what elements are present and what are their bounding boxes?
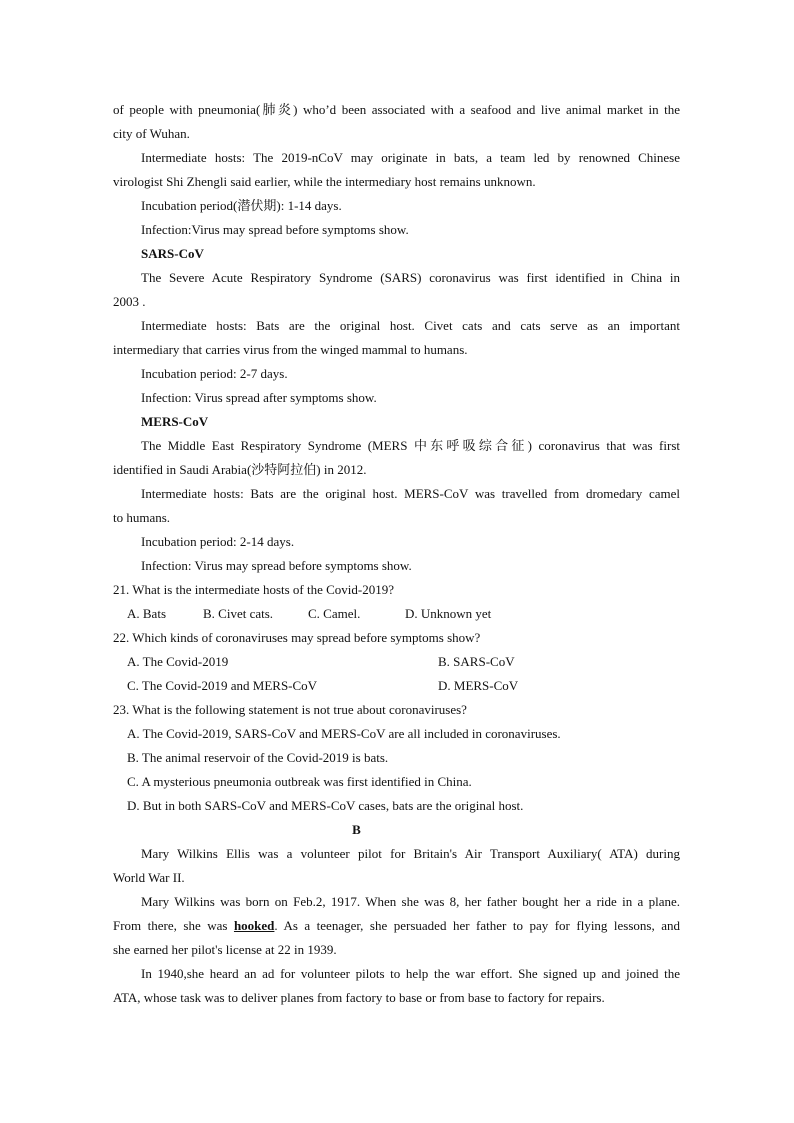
question-23-option-a: A. The Covid-2019, SARS-CoV and MERS-CoV are all included in coronaviruses. xyxy=(127,726,561,741)
mers-hosts-line2: to humans. xyxy=(113,510,171,525)
covid-hosts-line1: Intermediate hosts: The 2019-nCoV may originate in bats, a team led by renowned Chinese xyxy=(141,150,680,165)
mers-infection: Infection: Virus may spread before symptoms show. xyxy=(141,558,412,573)
question-22-option-a: A. The Covid-2019 xyxy=(127,654,229,669)
question-23-option-d: D. But in both SARS-CoV and MERS-CoV cases, bats are the original host. xyxy=(127,798,524,813)
question-22-option-b: B. SARS-CoV xyxy=(438,654,515,669)
passage-b-p2-line2 xyxy=(113,918,680,934)
passage-b-p1-line2: World War II. xyxy=(113,870,185,885)
passage-b-p2-line2-before: From there, she was xyxy=(113,918,234,933)
question-22-option-d: D. MERS-CoV xyxy=(438,678,519,693)
question-23-stem: 23. What is the following statement is not true about coronaviruses? xyxy=(113,702,467,717)
question-22-option-c: C. The Covid-2019 and MERS-CoV xyxy=(127,678,318,693)
question-21-option-a: A. Bats xyxy=(127,606,166,621)
underlined-word-hooked: hooked xyxy=(233,918,275,933)
question-21-option-d: D. Unknown yet xyxy=(405,606,492,621)
mers-hosts-line1: Intermediate hosts: Bats are the original host. MERS-CoV was travelled from dromedary camel xyxy=(141,486,680,501)
sars-hosts-line2: intermediary that carries virus from the winged mammal to humans. xyxy=(113,342,468,357)
covid-incubation: Incubation period(潜伏期): 1-14 days. xyxy=(141,198,342,213)
question-23-option-c: C. A mysterious pneumonia outbreak was first identified in China. xyxy=(127,774,472,789)
passage-b-p2-line3: she earned her pilot's license at 22 in 1939. xyxy=(113,942,337,957)
question-21-option-c: C. Camel. xyxy=(308,606,361,621)
covid-hosts-line2: virologist Shi Zhengli said earlier, while the intermediary host remains unknown. xyxy=(113,174,536,189)
mers-incubation: Incubation period: 2-14 days. xyxy=(141,534,295,549)
sars-hosts-line1: Intermediate hosts: Bats are the original host. Civet cats and cats serve as an important xyxy=(141,318,680,333)
passage-b-p2-line1: Mary Wilkins was born on Feb.2, 1917. When she was 8, her father bought her a ride in a plane. xyxy=(141,894,680,909)
question-23-option-b: B. The animal reservoir of the Covid-2019 is bats. xyxy=(127,750,389,765)
sars-infection: Infection: Virus spread after symptoms show. xyxy=(141,390,377,405)
question-21-stem: 21. What is the intermediate hosts of the Covid-2019? xyxy=(113,582,395,597)
passage-b-p1-line1: Mary Wilkins Ellis was a volunteer pilot for Britain's Air Transport Auxiliary( ATA) during xyxy=(141,846,680,861)
passage-a-p1-line1: of people with pneumonia(肺炎) who’d been associated with a seafood and live animal market in the xyxy=(113,102,680,117)
sars-intro-line2: 2003 . xyxy=(113,294,146,309)
passage-b-p3-line1: In 1940,she heard an ad for volunteer pilots to help the war effort. She signed up and joined the xyxy=(141,966,680,981)
covid-infection: Infection:Virus may spread before symptoms show. xyxy=(141,222,409,237)
passage-b-heading: B xyxy=(352,822,361,837)
passage-b-p3-line2: ATA, whose task was to deliver planes from factory to base or from base to factory for repairs. xyxy=(113,990,605,1005)
passage-a-p1-line2: city of Wuhan. xyxy=(113,126,190,141)
mers-intro-line2: identified in Saudi Arabia(沙特阿拉伯) in 2012. xyxy=(113,462,367,477)
question-21-option-b: B. Civet cats. xyxy=(203,606,274,621)
sars-incubation: Incubation period: 2-7 days. xyxy=(141,366,288,381)
passage-b-p2-line2-after: . As a teenager, she persuaded her father to pay for flying lessons, and xyxy=(274,918,681,933)
sars-intro-line1: The Severe Acute Respiratory Syndrome (SARS) coronavirus was first identified in China in xyxy=(141,270,680,285)
mers-heading: MERS-CoV xyxy=(141,414,209,429)
question-22-stem: 22. Which kinds of coronaviruses may spread before symptoms show? xyxy=(113,630,481,645)
mers-intro-line1: The Middle East Respiratory Syndrome (MERS 中东呼吸综合征) coronavirus that was first xyxy=(141,438,680,453)
sars-heading: SARS-CoV xyxy=(141,246,204,261)
